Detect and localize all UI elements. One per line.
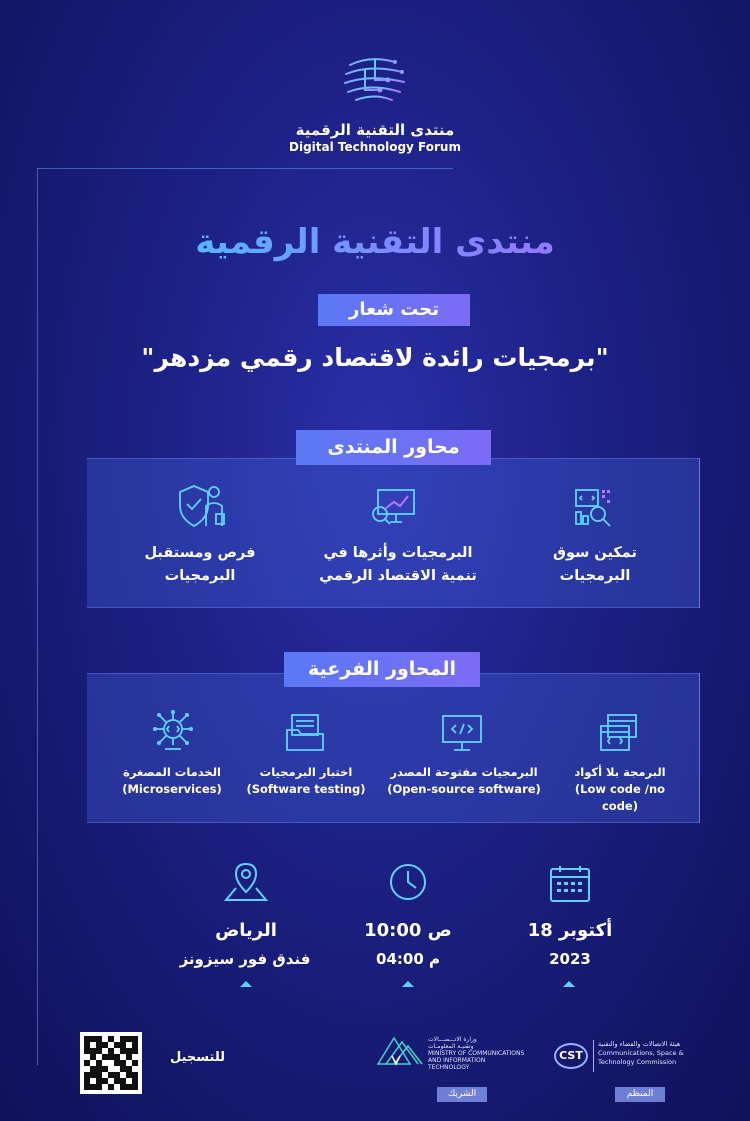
- sub-axis-item-4-ar: الخدمات المصغرة: [123, 765, 221, 779]
- sub-axis-item-1-ar: البرمجة بلا أكواد: [574, 765, 666, 779]
- frame-line-top: [37, 168, 453, 169]
- time-arrow-icon: [402, 981, 414, 987]
- axis-item-2-line2: تنمية الاقتصاد الرقمي: [319, 568, 477, 584]
- organizer-name: [598, 1040, 718, 1067]
- sub-axis-item-3-ar: اختبار البرمجيات: [259, 765, 353, 779]
- chart-presentation-icon: [370, 486, 418, 530]
- sub-axis-item-3-en: (Software testing): [246, 782, 366, 796]
- register-label: للتسجيل: [170, 1050, 226, 1065]
- partner-name-en-2: AND INFORMATION TECHNOLOGY: [428, 1057, 486, 1071]
- sub-axes-panel-edge: [699, 673, 700, 823]
- axis-item-3-line1: فرص ومستقبل: [144, 545, 256, 561]
- sub-axis-item-3: [245, 764, 367, 798]
- frame-line-left: [37, 168, 38, 1065]
- slogan-text: "برمجيات رائدة لاقتصاد رقمي مزدهر": [141, 343, 609, 372]
- page-title: منتدى التقنية الرقمية: [0, 222, 750, 262]
- axis-item-3-line2: البرمجيات: [164, 568, 236, 584]
- partner-name-ar-2: وتقنيـة المعلومـات: [428, 1043, 474, 1050]
- organizer-badge: المنظم: [615, 1087, 665, 1102]
- axis-item-1-line1: تمكين سوق: [553, 545, 637, 561]
- logo-english-name: Digital Technology Forum: [289, 140, 461, 154]
- sub-axis-item-4-en: (Microservices): [122, 782, 222, 796]
- location-pin-icon: [222, 860, 270, 904]
- axes-tag: محاور المنتدى: [296, 430, 491, 465]
- sub-axis-item-2-en: (Open-source software): [387, 782, 541, 796]
- event-time-start: 10:00 ص: [364, 920, 452, 941]
- cst-logo: CST: [554, 1043, 588, 1069]
- sub-axis-item-1: [555, 764, 685, 815]
- organizer-name-en-1: Communications, Space &: [598, 1049, 684, 1057]
- partner-name-en-1: MINISTRY OF COMMUNICATIONS: [428, 1050, 525, 1057]
- code-windows-icon: [598, 712, 640, 754]
- qr-pattern: [84, 1036, 138, 1090]
- event-date: 18 أكتوبر: [527, 920, 613, 941]
- clock-icon: [388, 862, 428, 902]
- date-arrow-icon: [563, 981, 575, 987]
- event-venue: فندق فور سيزونز: [179, 950, 311, 968]
- location-arrow-icon: [240, 981, 252, 987]
- calendar-icon: [548, 864, 592, 904]
- organizer-name-ar: هيئة الاتصالات والفضاء والتقنية: [598, 1040, 681, 1048]
- event-year: 2023: [549, 950, 591, 968]
- organizer-divider: [593, 1040, 594, 1072]
- shield-person-icon: [176, 482, 226, 530]
- axis-item-2: [298, 542, 498, 588]
- partner-badge: الشريك: [437, 1087, 487, 1102]
- partner-name: [428, 1036, 528, 1071]
- sub-axis-item-2-ar: البرمجيات مفتوحة المصدر: [390, 765, 538, 779]
- registration-qr-code[interactable]: [80, 1032, 142, 1094]
- sub-axis-item-2: [383, 764, 545, 798]
- axis-item-2-line1: البرمجيات وأثرها في: [323, 545, 473, 561]
- axis-item-1-line2: البرمجيات: [559, 568, 631, 584]
- sub-axes-tag: المحاور الفرعية: [284, 652, 480, 687]
- axis-item-1: [515, 542, 675, 588]
- sub-axis-item-4: [112, 764, 232, 798]
- sub-axis-item-1-en: (Low code /no code): [574, 782, 666, 813]
- market-analysis-icon: [572, 486, 616, 530]
- ministry-logo-icon: [374, 1034, 426, 1070]
- monitor-code-icon: [440, 712, 484, 754]
- event-city: الرياض: [215, 920, 277, 941]
- partner-name-ar-1: وزارة الاتـــصـــالات: [428, 1036, 477, 1043]
- slogan-tag: تحت شعار: [318, 294, 470, 326]
- microservices-icon: [150, 708, 196, 754]
- organizer-name-en-2: Technology Commission: [598, 1058, 677, 1066]
- event-time-end: 04:00 م: [376, 950, 440, 968]
- forum-logo-icon: [340, 50, 410, 110]
- logo-arabic-name: منتدى التقنية الرقمية: [295, 121, 455, 139]
- axis-item-3: [120, 542, 280, 588]
- folder-document-icon: [284, 712, 326, 754]
- axes-panel-edge: [699, 458, 700, 608]
